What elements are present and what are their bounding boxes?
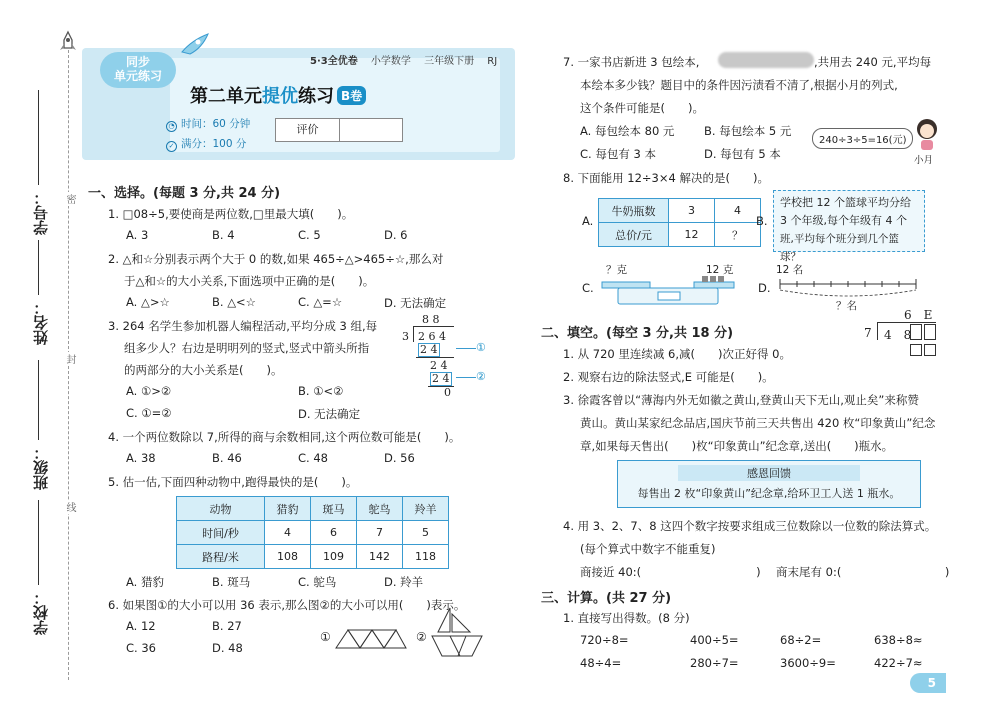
q3-arrow-1 (456, 348, 476, 349)
s2-q4-line1: 4. 用 3、2、7、8 这四个数字按要求组成三位数除以一位数的除法算式。 (563, 519, 937, 533)
calc-item[interactable]: 280÷7= (690, 656, 739, 670)
paper-version-badge: B卷 (337, 86, 366, 105)
title-part-1: 第二单元 (190, 86, 262, 107)
q7-stem-line1b: ,共用去 240 元,平均每 (814, 55, 932, 69)
evaluation-label: 评价 (276, 119, 340, 141)
seal-mark-xian: 线 (64, 502, 75, 512)
q2-stem-line1: 2. △和☆分别表示两个大于 0 的数,如果 465÷△>465÷☆,那么对 (108, 252, 444, 266)
seal-mark-feng: 封 (64, 354, 75, 364)
q7-formula-bubble: 240÷3÷5=16(元) (812, 128, 913, 149)
gratitude-title: 感恩回馈 (678, 465, 860, 481)
publisher-edition: RJ (487, 56, 498, 67)
q6-option-b[interactable]: B. 27 (212, 619, 242, 633)
table-cell: 猎豹 (265, 497, 311, 521)
page-number: 5 (910, 673, 946, 693)
q6-figure-2-label: ② (416, 630, 427, 644)
q2-option-a[interactable]: A. △>☆ (126, 295, 170, 309)
q2-option-b[interactable]: B. △<☆ (212, 295, 256, 309)
q8-scale-right-label: 12 克 (706, 264, 734, 276)
q3-box-2: 2 4 (432, 372, 450, 385)
q6-tangram-figure-2 (430, 606, 484, 660)
check-icon: ✓ (166, 141, 177, 152)
q3-stem-line1: 3. 264 名学生参加机器人编程活动,平均分成 3 组,每 (108, 319, 378, 333)
table-cell: 3 (669, 199, 715, 223)
table-cell: ？ (715, 223, 761, 247)
q5-option-d[interactable]: D. 羚羊 (384, 575, 424, 589)
calc-item[interactable]: 400÷5= (690, 633, 739, 647)
q3-long-division (400, 313, 495, 398)
table-cell: 4 (715, 199, 761, 223)
q4-option-b[interactable]: B. 46 (212, 451, 242, 465)
s2-q2: 2. 观察右边的除法竖式,E 可能是( )。 (563, 370, 774, 384)
q8-option-a[interactable]: A. (582, 214, 594, 228)
q7-character-name: 小月 (914, 155, 934, 166)
q7-option-d[interactable]: D. 每包有 5 本 (704, 147, 781, 161)
q4-stem: 4. 一个两位数除以 7,所得的商与余数相同,这个两位数可能是( )。 (108, 430, 461, 444)
q6-option-a[interactable]: A. 12 (126, 619, 156, 633)
calc-item[interactable]: 720÷8= (580, 633, 629, 647)
q5-stem: 5. 估一估,下面四种动物中,跑得最快的是( )。 (108, 475, 358, 489)
seal-mark-mi: 密 (64, 194, 75, 204)
q3-bracket-side (413, 326, 414, 342)
publisher-grade: 三年级下册 (424, 56, 475, 67)
full-score (166, 136, 246, 152)
section3-heading: 三、计算。(共 27 分) (541, 591, 672, 606)
q6-tangram-figure-1 (334, 624, 408, 650)
q8-b-text-2: 3 个年级,每个年级有 4 个 (780, 214, 907, 227)
calc-item[interactable]: 422÷7≈ (874, 656, 923, 670)
s2-q2-bracket-side (877, 322, 878, 340)
q3-box-1: 2 4 (420, 343, 438, 356)
table-cell: 斑马 (311, 497, 357, 521)
q5-animal-table (176, 496, 449, 569)
table-cell: 109 (311, 545, 357, 569)
time-limit (166, 116, 250, 132)
s2-q3-line2: 黄山。黄山某家纪念品店,国庆节前三天共售出 420 枚“印象黄山”纪念 (580, 416, 936, 430)
q8-line-top-label: 12 名 (776, 264, 804, 276)
s2-q1: 1. 从 720 里连续减 6,减( )次正好得 0。 (563, 347, 791, 361)
balance-scale-icon (598, 274, 738, 310)
q7-option-a[interactable]: A. 每包绘本 80 元 (580, 124, 675, 138)
q8-basketball-problem (773, 190, 925, 263)
q5-option-c[interactable]: C. 鸵鸟 (298, 575, 337, 589)
publisher-subject: 小学数学 (370, 56, 411, 67)
s3-q1: 1. 直接写出得数。(8 分) (563, 611, 690, 625)
s2-q4-answer-a[interactable]: 商接近 40:( ) (580, 565, 761, 579)
table-cell: 总价/元 (599, 223, 669, 247)
q8-stem: 8. 下面能用 12÷3×4 解决的是( )。 (563, 171, 769, 185)
s2-q2-long-division (862, 306, 942, 356)
page-title (190, 82, 366, 108)
q8-option-c[interactable]: C. (582, 281, 594, 295)
table-cell: 142 (357, 545, 403, 569)
s2-q2-blank-box-1 (910, 324, 922, 340)
table-row (177, 497, 449, 521)
table-cell: 羚羊 (403, 497, 449, 521)
badge-line-1: 同步 (125, 55, 150, 69)
school-line (38, 500, 39, 585)
table-cell: 7 (357, 521, 403, 545)
q3-rule-1 (416, 357, 454, 358)
q4-option-a[interactable]: A. 38 (126, 451, 156, 465)
q3-bracket-top (414, 326, 454, 327)
q7-stem-line3: 这个条件可能是( )。 (580, 101, 704, 115)
table-cell: 108 (265, 545, 311, 569)
section1-heading: 一、选择。(每题 3 分,共 24 分) (88, 186, 281, 201)
table-row (177, 545, 449, 569)
calc-item[interactable]: 48÷4= (580, 656, 622, 670)
title-part-2: 练习 (298, 86, 334, 107)
gratitude-notice (617, 460, 921, 508)
q3-divisor: 3 (402, 330, 409, 343)
q5-option-b[interactable]: B. 斑马 (212, 575, 251, 589)
publisher-series: 5·3全优卷 (310, 56, 358, 67)
q8-scale-left-label: ？克 (606, 264, 627, 276)
table-cell: 4 (265, 521, 311, 545)
class-label: 班级： (32, 445, 50, 490)
q3-remainder: 0 (444, 386, 451, 399)
time-text: 时间：60 分钟 (181, 118, 251, 130)
q3-quotient: 8 8 (422, 313, 440, 326)
name-label: 姓名： (32, 300, 50, 345)
q7-option-c[interactable]: C. 每包有 3 本 (580, 147, 656, 161)
q6-stem: 6. 如果图①的大小可以用 36 表示,那么图②的大小可以用( )表示。 (108, 598, 466, 612)
evaluation-box[interactable] (275, 118, 403, 142)
table-cell: 12 (669, 223, 715, 247)
table-row (599, 199, 761, 223)
section2-heading: 二、填空。(每空 3 分,共 18 分) (541, 326, 734, 341)
student-id-label: 学号： (32, 190, 50, 235)
s2-q3-line1: 3. 徐霞客曾以“薄海内外无如徽之黄山,登黄山天下无山,观止矣”来称赞 (563, 393, 919, 407)
table-cell: 路程/米 (177, 545, 265, 569)
q3-option-c[interactable]: C. ①=② (126, 406, 172, 420)
q2-option-c[interactable]: C. △=☆ (298, 295, 343, 309)
table-cell: 5 (403, 521, 449, 545)
s2-q4-line2: (每个算式中数字不能重复) (580, 542, 716, 556)
name-line (38, 240, 39, 295)
score-text: 满分：100 分 (181, 138, 247, 150)
title-highlight: 提优 (262, 86, 298, 107)
s2-q2-blank-box-3 (910, 344, 922, 356)
q8-line-bottom-label: ？名 (836, 300, 857, 312)
q6-option-d[interactable]: D. 48 (212, 641, 243, 655)
calc-item[interactable]: 638÷8≈ (874, 633, 923, 647)
q4-option-c[interactable]: C. 48 (298, 451, 328, 465)
table-cell: 6 (311, 521, 357, 545)
table-cell: 时间/秒 (177, 521, 265, 545)
school-label: 学校： (32, 590, 50, 635)
q2-option-d[interactable]: D. 无法确定 (384, 296, 447, 310)
q4-option-d[interactable]: D. 56 (384, 451, 415, 465)
calc-item[interactable]: 68÷2= (780, 633, 822, 647)
q7-stain (718, 52, 814, 68)
q3-marker-1: ① (476, 341, 486, 354)
table-cell: 动物 (177, 497, 265, 521)
q1-option-b[interactable]: B. 4 (212, 228, 235, 242)
class-line (38, 360, 39, 440)
s2-q2-blank-box-4 (924, 344, 936, 356)
q6-option-c[interactable]: C. 36 (126, 641, 156, 655)
q8-b-text-3: 班,平均每个班分到几个篮球？ (780, 233, 899, 263)
s2-q2-dividend: 4 8 (884, 328, 912, 342)
rocket-icon (178, 30, 212, 56)
q8-option-d[interactable]: D. (758, 281, 771, 295)
q3-step-2: 2 4 (430, 359, 448, 372)
s2-q3-line3: 章,如果每天售出( )枚“印象黄山”纪念章,送出( )瓶水。 (580, 439, 894, 453)
q6-figure-1-label: ① (320, 630, 331, 644)
q3-option-a[interactable]: A. ①>② (126, 384, 172, 398)
q1-option-c[interactable]: C. 5 (298, 228, 321, 242)
q2-stem-line2: 于△和☆的大小关系,下面选项中正确的是( )。 (124, 274, 375, 288)
unit-badge (100, 52, 176, 88)
table-cell: 牛奶瓶数 (599, 199, 669, 223)
q3-option-d[interactable]: D. 无法确定 (298, 407, 361, 421)
table-row (599, 223, 761, 247)
s2-q4-answer-b[interactable]: 商末尾有 0:( ) (776, 565, 950, 579)
q1-option-a[interactable]: A. 3 (126, 228, 149, 242)
q5-option-a[interactable]: A. 猎豹 (126, 575, 164, 589)
table-row (177, 521, 449, 545)
q3-option-b[interactable]: B. ①<② (298, 384, 344, 398)
q1-stem: 1. □08÷5,要使商是两位数,□里最大填( )。 (108, 207, 354, 221)
q8-milk-table (598, 198, 761, 247)
rocket-icon (56, 30, 80, 54)
student-id-line (38, 90, 39, 185)
q8-option-b[interactable]: B. (756, 214, 768, 228)
s2-q2-divisor: 7 (864, 326, 872, 340)
clock-icon: ◔ (166, 121, 177, 132)
gratitude-text: 每售出 2 枚“印象黄山”纪念章,给环卫工人送 1 瓶水。 (637, 487, 901, 500)
q3-stem-line3: 的两部分的大小关系是( )。 (124, 363, 283, 377)
s2-q2-quotient: 6 E (904, 308, 933, 322)
table-cell: 118 (403, 545, 449, 569)
calc-item[interactable]: 3600÷9= (780, 656, 836, 670)
q3-marker-2: ② (476, 370, 486, 383)
q7-stem-line2: 本绘本多少钱？题目中的条件因污渍看不清了,根据小月的列式, (580, 78, 898, 92)
girl-avatar-icon (912, 116, 942, 150)
q3-stem-line2: 组多少人？右边是明明列的竖式,竖式中箭头所指 (124, 341, 370, 355)
table-cell: 鸵鸟 (357, 497, 403, 521)
q8-b-text-1: 学校把 12 个篮球平均分给 (780, 196, 911, 209)
q7-option-b[interactable]: B. 每包绘本 5 元 (704, 124, 792, 138)
q3-arrow-2 (456, 377, 476, 378)
badge-line-2: 单元练习 (113, 69, 162, 83)
q3-dividend: 2 6 4 (418, 330, 446, 343)
q1-option-d[interactable]: D. 6 (384, 228, 408, 242)
q7-stem-line1a: 7. 一家书店新进 3 包绘本, (563, 55, 700, 69)
s2-q2-blank-box-2 (924, 324, 936, 340)
publisher-line (310, 52, 507, 67)
s2-q2-bracket-top (878, 322, 936, 323)
